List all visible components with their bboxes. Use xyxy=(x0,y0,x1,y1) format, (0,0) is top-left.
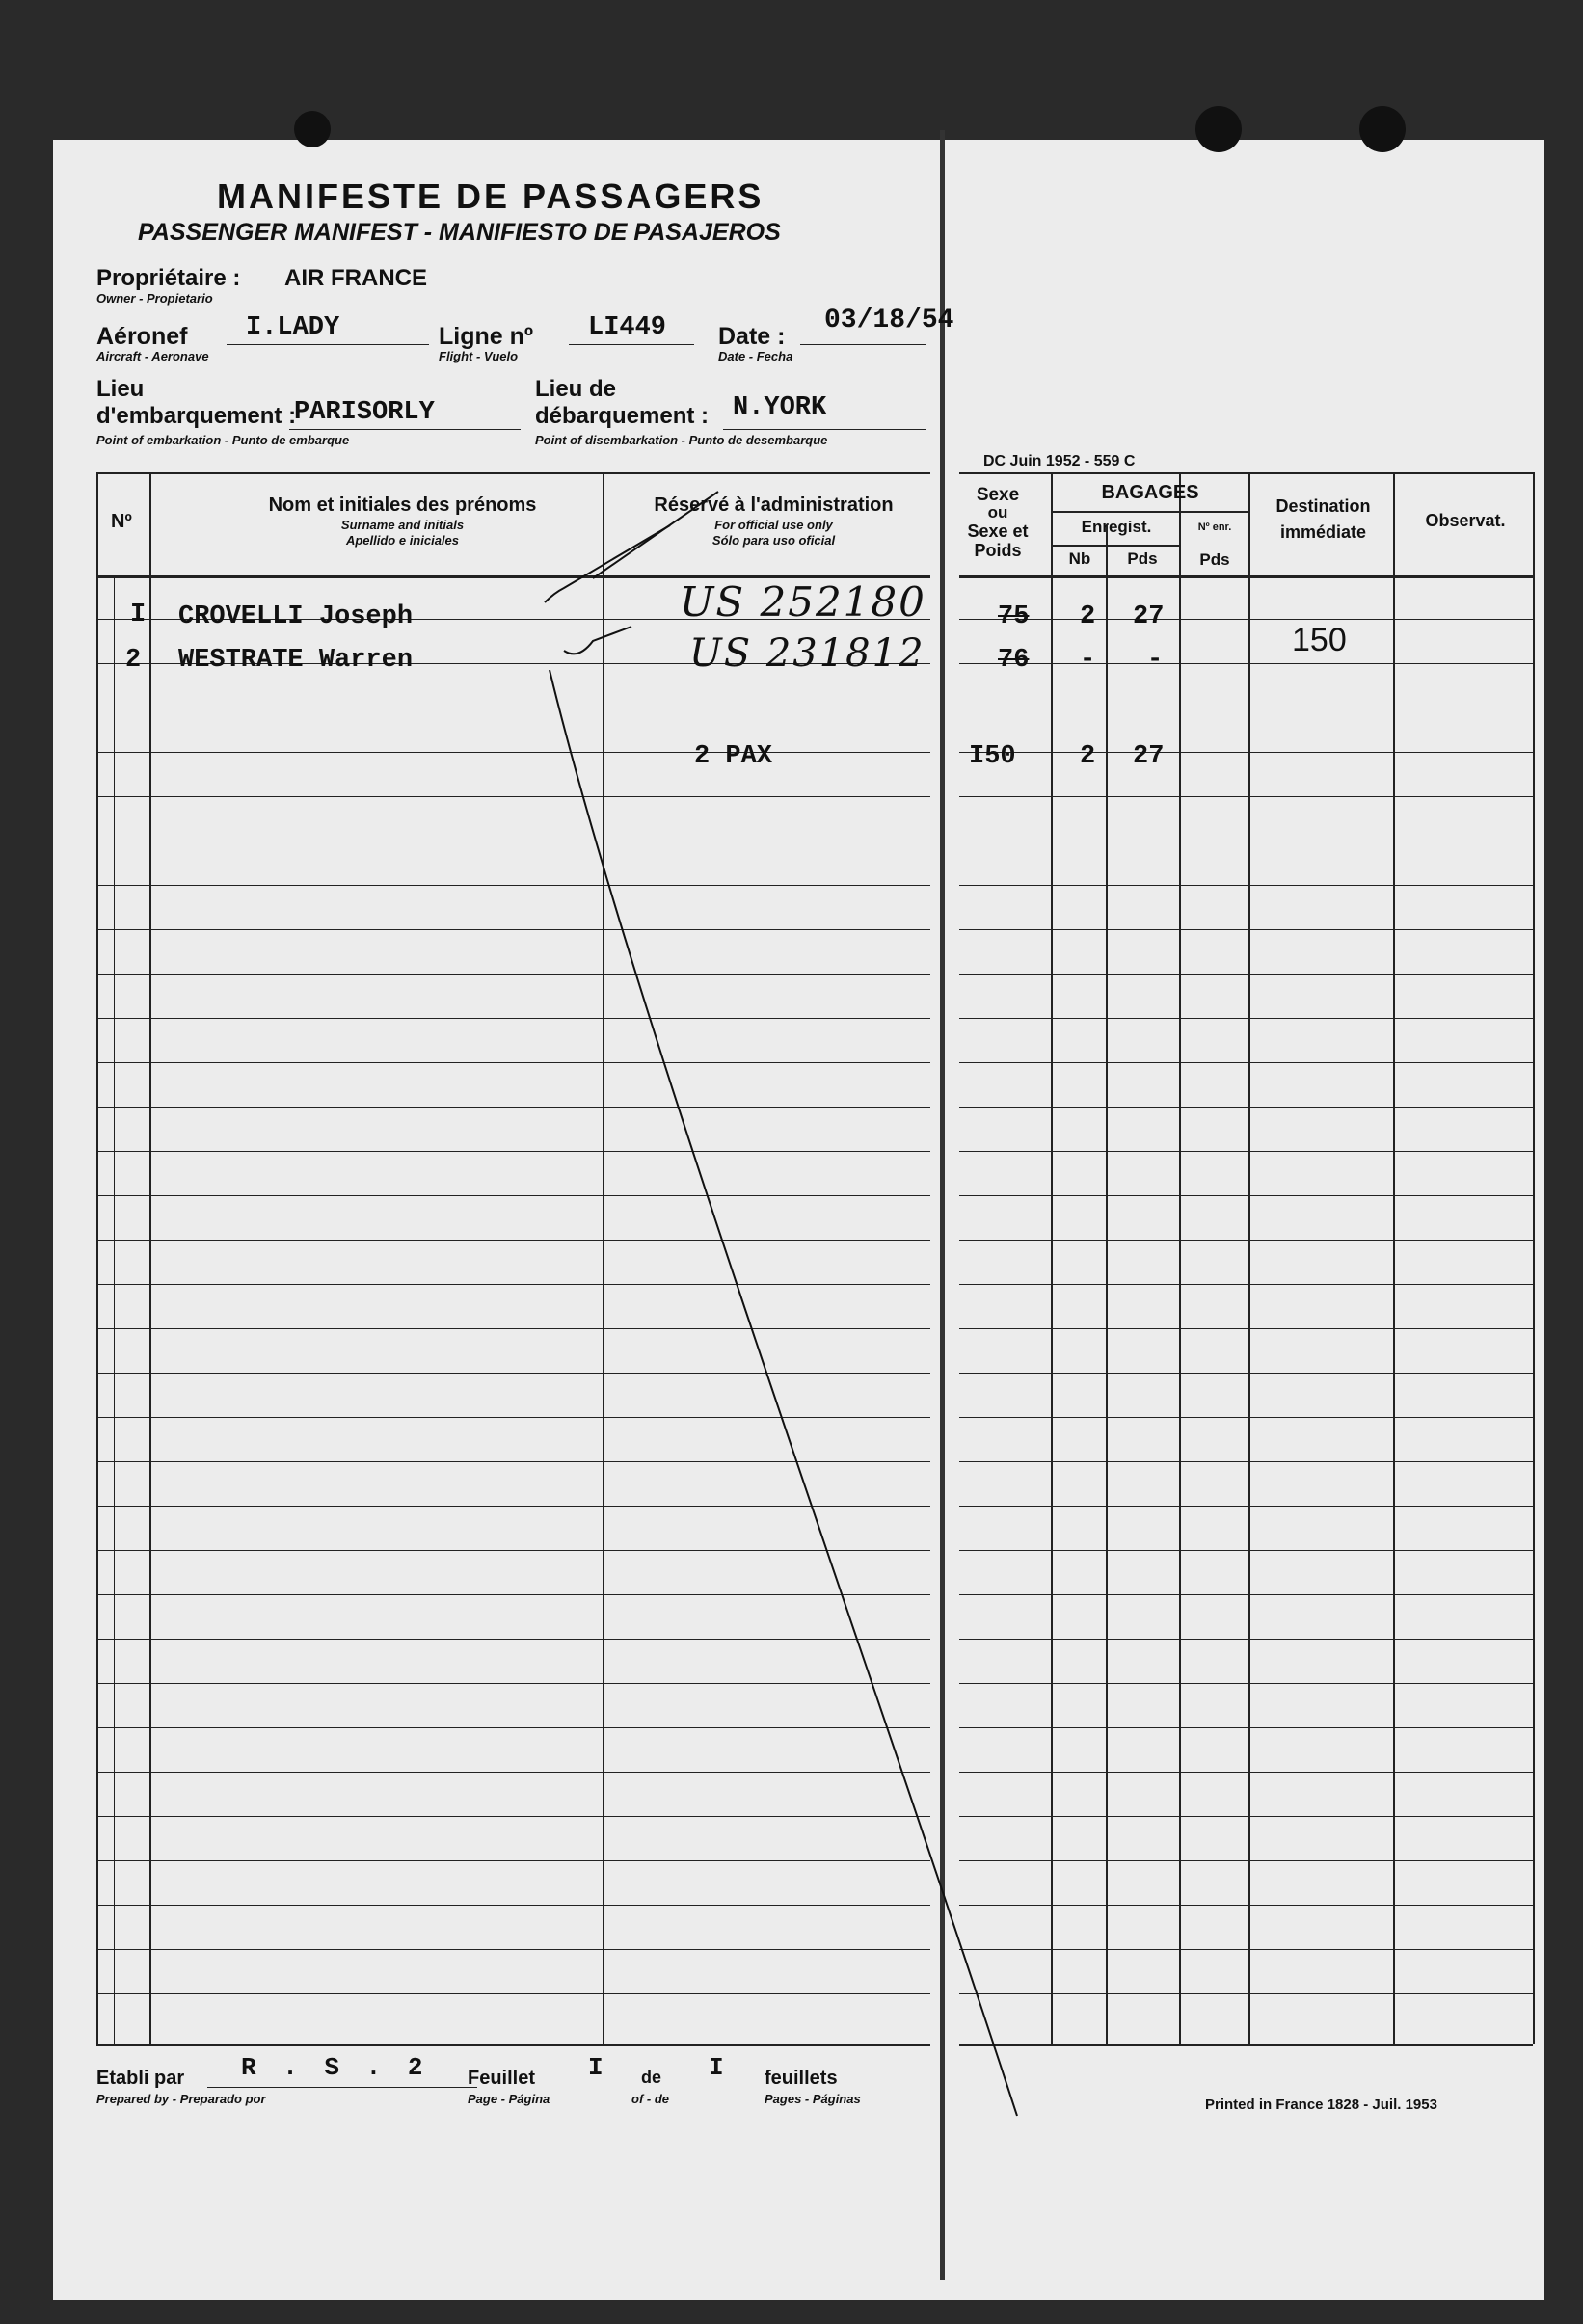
row-2-name: WESTRATE Warren xyxy=(178,646,414,675)
prepared-label: Etabli par xyxy=(96,2068,185,2089)
row-2-weight: 76 xyxy=(998,646,1030,675)
col-header-admin-sub2: Sólo para uso oficial xyxy=(711,533,836,548)
col-header-pds2: Pds xyxy=(1199,550,1230,569)
row-1-admin: US 252180 xyxy=(680,578,926,626)
of-sub: of - de xyxy=(631,2092,669,2106)
col-header-nb: Nb xyxy=(1068,549,1091,568)
diagonal-void-line xyxy=(550,670,1017,2116)
page-title: MANIFESTE DE PASSAGERS xyxy=(217,176,765,216)
printed-in-france: Printed in France 1828 - Juil. 1953 xyxy=(1205,2097,1437,2113)
col-header-name: Nom et initiales des prénoms xyxy=(268,494,537,516)
owner-sub: Owner - Propietario xyxy=(96,291,213,306)
col-header-name-sub1: Surname and initials xyxy=(340,518,465,532)
disembark-sub: Point of disembarkation - Punto de desembarque xyxy=(535,433,828,447)
of-label: de xyxy=(641,2068,662,2087)
embark-sub: Point of embarkation - Punto de embarque xyxy=(96,433,350,447)
row-1-weight: 75 xyxy=(998,602,1030,631)
col-header-destination-2: immédiate xyxy=(1279,522,1367,542)
totals-label: 2 PAX xyxy=(694,742,773,771)
col-header-pds: Pds xyxy=(1127,549,1158,568)
col-header-no: Nº xyxy=(111,511,132,532)
col-header-name-sub2: Apellido e iniciales xyxy=(345,533,460,548)
check-mark-2 xyxy=(564,627,631,654)
disembark-value: N.YORK xyxy=(733,393,827,422)
row-1-pds: 27 xyxy=(1133,602,1165,631)
owner-label: Propriétaire : xyxy=(96,265,241,291)
pages-label: feuillets xyxy=(765,2068,838,2089)
embark-label-2: d'embarquement : xyxy=(96,403,297,429)
col-header-admin: Réservé à l'administration xyxy=(654,494,894,516)
prepared-value: R . S . 2 xyxy=(241,2053,429,2082)
header-slash xyxy=(593,492,718,578)
of-value: I xyxy=(709,2053,724,2082)
row-2-nb: - xyxy=(1080,646,1096,675)
handwritten-marks xyxy=(53,140,1544,2300)
row-1-name: CROVELLI Joseph xyxy=(178,602,414,631)
disembark-label-1: Lieu de xyxy=(535,376,617,402)
date-value: 03/18/54 xyxy=(824,306,954,335)
row-1-no: I xyxy=(130,601,147,629)
owner-value: AIR FRANCE xyxy=(284,265,427,291)
col-header-admin-sub1: For official use only xyxy=(714,518,833,532)
aircraft-label: Aéronef xyxy=(96,323,188,350)
col-header-observ: Observat. xyxy=(1425,511,1506,530)
flight-sub: Flight - Vuelo xyxy=(439,349,519,363)
pages-sub: Pages - Páginas xyxy=(765,2092,861,2106)
totals-weight: I50 xyxy=(969,742,1016,771)
sheet-value: I xyxy=(588,2053,604,2082)
col-header-enregist: Enregist. xyxy=(1081,518,1152,536)
aircraft-value: I.LADY xyxy=(246,313,340,342)
sheet-sub: Page - Página xyxy=(468,2092,550,2106)
embark-value: PARISORLY xyxy=(294,398,435,427)
form-code: DC Juin 1952 - 559 C xyxy=(983,453,1136,469)
col-header-sexe-4: Poids xyxy=(974,541,1022,560)
row-2-pds: - xyxy=(1147,646,1164,675)
date-label: Date : xyxy=(718,323,786,350)
page-subtitle: PASSENGER MANIFEST - MANIFIESTO DE PASAJEROS xyxy=(138,219,781,246)
totals-pds: 27 xyxy=(1133,742,1165,771)
col-header-non-enr: Nº enr. xyxy=(1197,521,1232,533)
col-header-sexe-3: Sexe et xyxy=(967,521,1029,541)
aircraft-sub: Aircraft - Aeronave xyxy=(96,349,209,363)
row-2-admin: US 231812 xyxy=(689,631,926,676)
row-2-dest: 150 xyxy=(1292,622,1347,658)
col-header-destination-1: Destination xyxy=(1275,496,1371,516)
flight-value: LI449 xyxy=(588,313,667,342)
row-1-nb: 2 xyxy=(1080,602,1096,631)
prepared-sub: Prepared by - Preparado por xyxy=(96,2092,266,2106)
date-sub: Date - Fecha xyxy=(718,349,793,363)
col-header-sexe-2: ou xyxy=(987,503,1008,521)
col-header-sexe-1: Sexe xyxy=(976,485,1020,505)
disembark-label-2: débarquement : xyxy=(535,403,710,429)
prepared-underline xyxy=(207,2087,477,2088)
col-header-bagages: BAGAGES xyxy=(1101,482,1199,503)
manifest-sheet xyxy=(53,140,1544,2300)
totals-nb: 2 xyxy=(1080,742,1096,771)
flight-label: Ligne nº xyxy=(439,323,534,350)
sheet-label: Feuillet xyxy=(468,2068,536,2089)
embark-label-1: Lieu xyxy=(96,376,145,402)
row-2-no: 2 xyxy=(125,646,142,675)
